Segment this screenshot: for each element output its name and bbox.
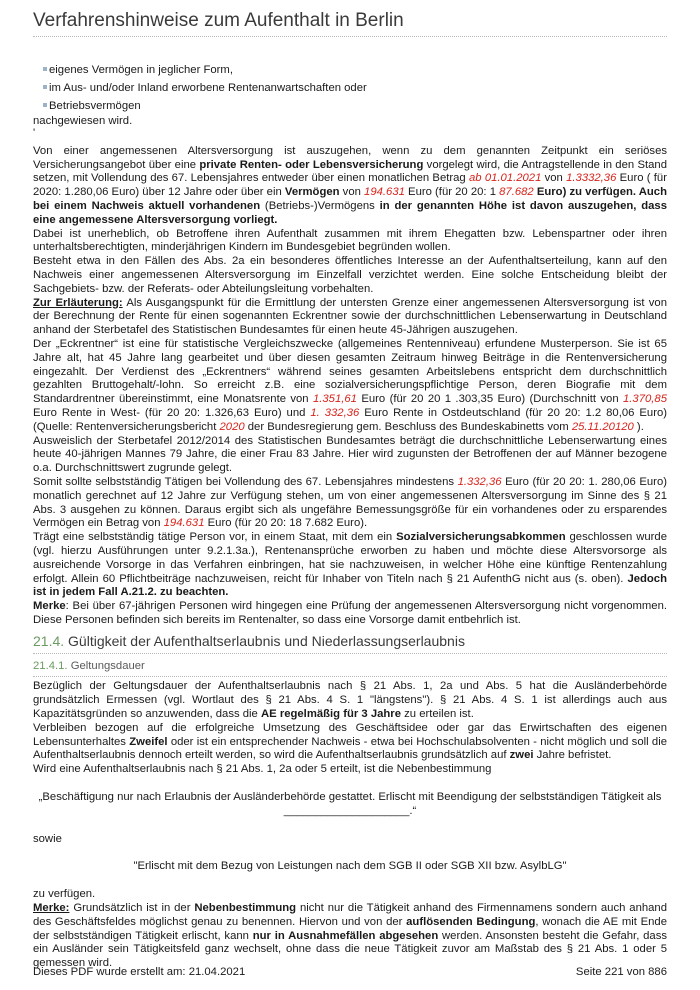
bullet-square-icon <box>43 85 47 89</box>
paragraph-altersversorgung: Von einer angemessenen Altersversorgung ist auszugehen, wenn zu dem genannten Zeitpunkt ein seriöses Versicherungsangebot über eine private Renten- oder Lebensversicherung vorgelegt wird, die Antragstellende in den Stand setzen, mit Vollendung des 67. Lebensjahres entweder über einen monatlichen Betrag ab 01.01.2021 von 1.3332,36 Euro ( für 2020: 1.280,06 Euro) über 12 Jahre oder über ein Vermögen von 194.631 Euro (für 20 20: 1 87.682 Euro) zu verfügen. Auch bei einem Nachweis aktuell vorhandenen (Betriebs-)Vermögens in der genannten Höhe ist davon auszugehen, dass eine angemessene Altersversorgung vorliegt. <box>33 144 667 226</box>
paragraph: Wird eine Aufenthaltserlaubnis nach § 21 Abs. 1, 2a oder 5 erteilt, ist die Nebenbestimmung <box>33 763 492 776</box>
bullet-square-icon <box>43 67 47 71</box>
paragraph: zu verfügen. <box>33 888 96 901</box>
list-item: Betriebsvermögen <box>43 100 667 113</box>
paragraph: Besteht etwa in den Fällen des Abs. 2a ein besonderes öffentliches Interesse an der Aufenthaltserteilung, kann auf den Nachweis einer angemessenen Altersversorgung im Einzelfall verzichtet werden. Eine solche Entscheidung bleibt der Sachgebiets- bzw. der Referats- oder Abteilungsleitung vorbehalten. <box>33 255 667 295</box>
subsection-heading: 21.4.1. Geltungsdauer <box>33 659 145 672</box>
bullet-square-icon <box>43 103 47 107</box>
paragraph-merke: Merke: Bei über 67-jährigen Personen wird hingegen eine Prüfung der angemessenen Altersversorgung nicht vorgenommen. Diese Personen befinden sich bereits im Rentenalter, so dass eine Vorsorge damit entbehrlich ist. <box>33 600 667 626</box>
footer-page-number: Seite 221 von 886 <box>575 966 667 978</box>
paragraph-eckrentner: Der „Eckrentner“ ist eine für statistische Vergleichszwecke (allgemeines Rentenniveau) erfundene Musterperson. Sie ist 65 Jahre alt, hat 45 Jahre lang gearbeitet und über diesen gesamten Zeitraum hinweg Beiträge in die Rentenversicherung eingezahlt. Der Verdienst des „Eckrentners“ während seines gesamten Arbeitslebens entspricht dem durchschnittlich gezahlten Bruttogehalt/-lohn. So erreicht z.B. eine sozialversicherungspflichtige Person, deren Biografie mit dem Standardrentner übereinstimmt, eine Monatsrente von 1.351,61 Euro (für 20 20 1 .303,35 Euro) (Durchschnitt von 1.370,85 Euro Rente in West- (für 20 20: 1.326,63 Euro) und 1. 332,36 Euro Rente in Ostdeutschland (für 20 20: 1.2 80,06 Euro) (Quelle: Rentenversicherungsbericht 2020 der Bundesregierung gem. Beschluss des Bundeskabinetts vom 25.11.20120 ). <box>33 337 668 433</box>
title-divider <box>33 36 667 37</box>
page-title: Verfahrenshinweise zum Aufenthalt in Berlin <box>33 10 404 31</box>
paragraph: nachgewiesen wird. <box>33 115 133 127</box>
list-item: eigenes Vermögen in jeglicher Form, <box>43 64 667 77</box>
paragraph: Dabei ist unerheblich, ob Betroffene ihren Aufenthalt zusammen mit ihrem Ehegatten bzw. Lebenspartner oder ihren unterhaltsberechtigten, minderjährigen Kindern im Bundesgebiet begründen wollen. <box>33 227 667 254</box>
paragraph-sozialversicherung: Trägt eine selbstständig tätige Person vor, in einem Staat, mit dem ein Sozialversicherungsabkommen geschlossen wurde (vgl. hierzu Ausführungen unter 9.2.1.3a.), Rentenansprüche erworben zu haben und möchte diese Altersvorsorge als ausreichende Vorsorge in das Verfahren einbringen, hat sie nachzuweisen, in welcher Höhe eine künftige Rentenzahlung erfolgt. Allein 60 Pflichtbeiträge nachzuweisen, reicht für Inhaber von Titeln nach § 21 AufenthG nicht aus (s. oben). Jedoch ist in jedem Fall A.21.2. zu beachten. <box>33 531 667 599</box>
quote-nebenbestimmung: „Beschäftigung nur nach Erlaubnis der Ausländerbehörde gestattet. Erlischt mit Beendigung der selbstständigen Tätigkeit als ____________________.“ <box>38 791 662 817</box>
document-body <box>33 64 667 971</box>
list-item: im Aus- und/oder Inland erworbene Rentenanwartschaften oder <box>43 82 667 95</box>
bullet-list <box>43 64 667 113</box>
paragraph-erlaeuterung: Zur Erläuterung: Als Ausgangspunkt für die Ermittlung der untersten Grenze einer angemessenen Altersversorgung ist von der Berechnung der Rente für einen sogenannten Eckrentner sowie der durchschnittlichen Lebenserwartung in Deutschland anhand der Sterbetafel des Statistischen Bundesamtes für einen heute 45-Jährigen auszugehen. <box>33 296 667 337</box>
paragraph-geltungsdauer: Bezüglich der Geltungsdauer der Aufenthaltserlaubnis nach § 21 Abs. 1, 2a und Abs. 5 hat die Ausländerbehörde grundsätzlich Ermessen (vgl. Wortlaut des § 21 Abs. 4 S. 1 "längstens"). § 21 Abs. 4 S. 1 ist allerdings auch aus Kapazitätsgründen so anzuwenden, dass die AE regelmäßig für 3 Jahre zu erteilen ist. <box>33 680 667 721</box>
paragraph-selbststaendig: Somit sollte selbstständig Tätigen bei Vollendung des 67. Lebensjahres mindestens 1.332,36 Euro (für 20 20: 1. 280,06 Euro) monatlich gerechnet auf 12 Jahre zur Verfügung stehen, um von einer angemessenen Altersversorgung im Sinne des § 21 Abs. 3 ausgehen zu können. Daraus ergibt sich als ungefähre Bemessungsgröße für ein vorhandenes oder zu ersparendes Vermögen ein Betrag von 194.631 Euro (für 20 20: 18 7.682 Euro). <box>33 475 667 530</box>
section-heading: 21.4. Gültigkeit der Aufenthaltserlaubnis und Niederlassungserlaubnis <box>33 632 465 649</box>
section-divider <box>33 653 667 654</box>
quote-sgb: "Erlischt mit dem Bezug von Leistungen nach dem SGB II oder SGB XII bzw. AsylbLG" <box>133 860 567 873</box>
subsection-divider <box>33 676 667 677</box>
footer-created-date: Dieses PDF wurde erstellt am: 21.04.2021 <box>33 966 246 978</box>
paragraph: sowie <box>33 832 62 845</box>
paragraph: Ausweislich der Sterbetafel 2012/2014 des Statistischen Bundesamtes beträgt die durchschnittliche Lebenserwartung eines heute 40-jährigen Mannes 79 Jahre, die einer Frau 83 Jahre. Hier wird zugunsten der Betroffenen der auf Männer bezogene o.a. Durchschnittswert zugrunde gelegt. <box>33 434 667 475</box>
paragraph-merke-nebenbestimmung: Merke: Grundsätzlich ist in der Nebenbestimmung nicht nur die Tätigkeit anhand des Firmennamens sondern auch anhand des Geschäftsfeldes möglichst genau zu benennen. Hiervon und von der auflösenden Bedingung, wonach die AE mit Ende der selbstständigen Tätigkeit erlischt, kann nur in Ausnahmefällen abgesehen werden. Ansonsten besteht die Gefahr, dass ein Ausländer sein Tätigkeitsfeld ganz wechselt, ohne dass die neue Tätigkeit zuvor am Maßstab des § 21 Abs. 1 oder 5 gemessen wird. <box>33 902 667 970</box>
stray-mark: ' <box>33 126 36 139</box>
paragraph-zweifel: Verbleiben bezogen auf die erfolgreiche Umsetzung des Geschäftsidee oder gar das Erwirtschaften des eigenen Lebensunterhaltes Zweifel oder ist ein entsprechender Nachweis - etwa bei Hochschulabsolventen - nicht möglich und soll die Aufenthaltserlaubnis dennoch erteilt werden, so wird die Aufenthaltserlaubnis grundsätzlich auf zwei Jahre befristet. <box>33 721 667 762</box>
